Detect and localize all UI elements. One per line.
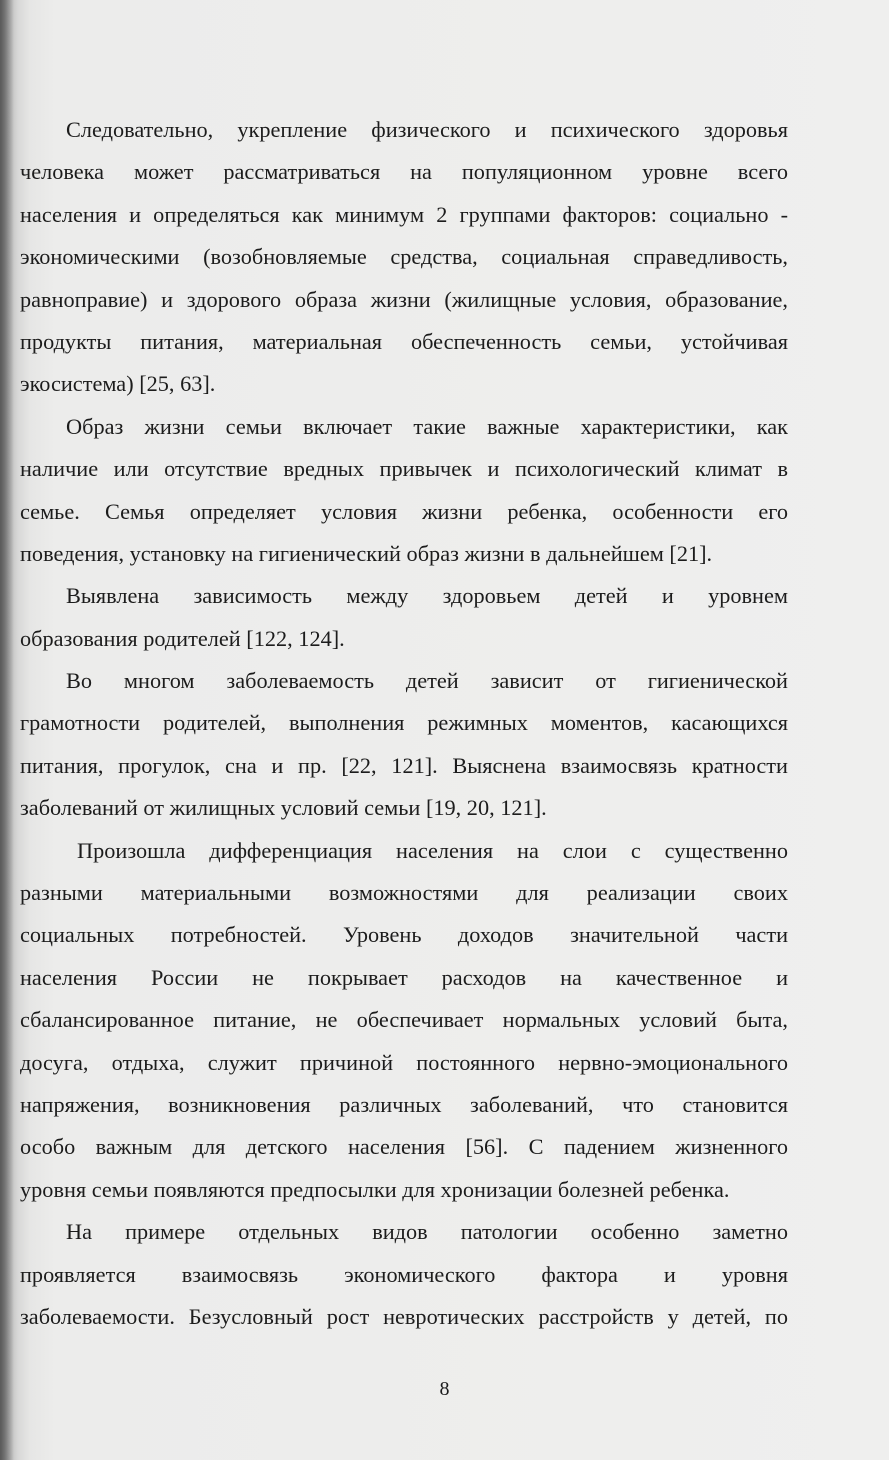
text-line: населения России не покрывает расходов на качественное и — [20, 964, 788, 990]
binding-shadow — [0, 0, 14, 1460]
text-line: разными материальными возможностями для реализации своих — [20, 880, 788, 906]
text-line: семье. Семья определяет условия жизни ребенка, особенности его — [20, 498, 788, 524]
text-line: особо важным для детского населения [56]. С падением жизненного — [20, 1134, 788, 1160]
text-line: питания, прогулок, сна и пр. [22, 121]. Выяснена взаимосвязь кратности — [20, 752, 788, 778]
text-line: человека может рассматриваться на популяционном уровне всего — [20, 159, 788, 185]
text-line: экосистема) [25, 63]. — [20, 371, 216, 397]
text-line: заболеваемости. Безусловный рост невротических расстройств у детей, по — [20, 1303, 788, 1329]
text-line: Выявлена зависимость между здоровьем детей и уровнем — [66, 583, 788, 609]
text-line: равноправие) и здорового образа жизни (жилищные условия, образование, — [20, 286, 788, 312]
text-line: населения и определяться как минимум 2 группами факторов: социально - — [20, 201, 788, 227]
text-line: экономическими (возобновляемые средства, социальная справедливость, — [20, 244, 788, 270]
text-line: социальных потребностей. Уровень доходов значительной части — [20, 922, 788, 948]
text-line: Произошла дифференциация населения на слои с существенно — [77, 837, 788, 863]
text-line: сбалансированное питание, не обеспечивает нормальных условий быта, — [20, 1007, 788, 1033]
text-line: уровня семьи появляются предпосылки для хронизации болезней ребенка. — [20, 1176, 730, 1202]
text-line: поведения, установку на гигиенический образ жизни в дальнейшем [21]. — [20, 540, 713, 566]
text-line: образования родителей [122, 124]. — [20, 625, 345, 651]
text-line: Во многом заболеваемость детей зависит от гигиенической — [66, 668, 788, 694]
text-line: На примере отдельных видов патологии особенно заметно — [66, 1219, 788, 1245]
body-text — [20, 109, 788, 1338]
text-line: досуга, отдыха, служит причиной постоянного нервно-эмоционального — [20, 1049, 788, 1075]
text-line: Следовательно, укрепление физического и психического здоровья — [66, 117, 788, 142]
text-line: продукты питания, материальная обеспеченность семьи, устойчивая — [20, 328, 788, 354]
text-line: напряжения, возникновения различных заболеваний, что становится — [20, 1091, 788, 1117]
text-line: наличие или отсутствие вредных привычек и психологический климат в — [20, 456, 788, 482]
text-line: Образ жизни семьи включает такие важные характеристики, как — [66, 413, 788, 439]
text-line: грамотности родителей, выполнения режимных моментов, касающихся — [20, 710, 788, 736]
page-number: 8 — [439, 1378, 450, 1400]
text-line: заболеваний от жилищных условий семьи [19, 20, 121]. — [20, 795, 547, 821]
text-line: проявляется взаимосвязь экономического фактора и уровня — [20, 1261, 788, 1287]
